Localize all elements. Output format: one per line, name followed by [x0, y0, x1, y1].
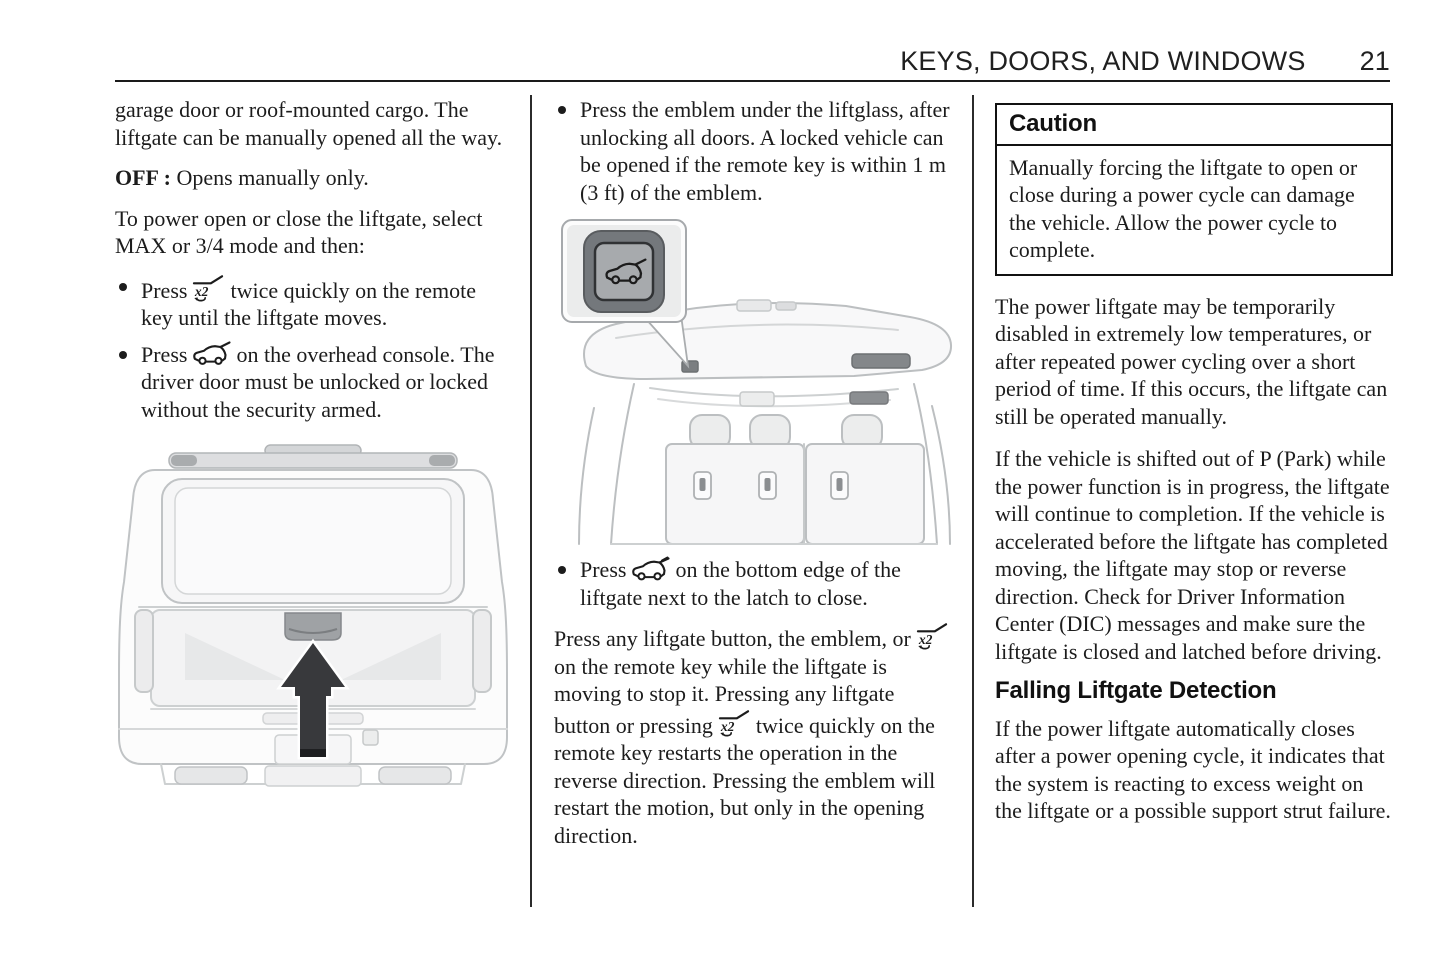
- bullet-text: on the bottom edge of the liftgate next to the latch to close.: [580, 557, 901, 610]
- open-liftgate-illustration: [554, 216, 956, 546]
- off-mode-line: [115, 164, 513, 192]
- bullet-list: [554, 556, 956, 611]
- liftgate-open-icon: [191, 341, 231, 367]
- liftgate-x2-remote-icon: [915, 621, 949, 651]
- bullet-item: [554, 556, 956, 611]
- bullet-text: twice quickly on the remote key until the liftgate moves.: [141, 277, 477, 330]
- bullet-item: [115, 341, 513, 424]
- liftgate-close-icon: [630, 556, 670, 582]
- caution-body: Manually forcing the liftgate to open or close during a power cycle can damage the vehicle. Allow the power cycle to complete.: [1009, 154, 1358, 262]
- liftgate-close-button: [595, 243, 653, 300]
- body-paragraph: The power liftgate may be temporarily disabled in extremely low temperatures, or after repeated power cycling over a short period of time. If this occurs, the liftgate can still be operated manually.: [995, 293, 1388, 429]
- bullet-text: on the overhead console. The driver door must be unlocked or locked without the security armed.: [141, 341, 495, 422]
- middle-column: [554, 96, 956, 862]
- liftgate-x2-remote-icon: [191, 273, 225, 303]
- bullet-text: Press: [141, 277, 188, 303]
- page-number: 21: [1359, 46, 1390, 76]
- page-header: [900, 46, 1390, 77]
- rear-view-liftgate-illustration: [115, 437, 511, 797]
- bullet-list: [115, 273, 513, 424]
- liftgate-close-button-callout: [562, 220, 686, 322]
- body-paragraph: To power open or close the liftgate, select MAX or 3/4 mode and then:: [115, 205, 483, 258]
- caution-title: Caution: [997, 105, 1391, 146]
- paragraph-text: Press any liftgate button, the emblem, or: [554, 626, 911, 651]
- page-title: KEYS, DOORS, AND WINDOWS: [900, 46, 1306, 76]
- off-mode-label: OFF :: [115, 165, 171, 190]
- column-divider: [530, 95, 532, 907]
- bullet-text: Press: [141, 341, 188, 367]
- caution-box: [995, 103, 1393, 276]
- header-rule: [115, 80, 1390, 82]
- bullet-list: [554, 96, 956, 206]
- bullet-text: Press: [580, 557, 627, 582]
- paragraph-text: on the remote key while the liftgate is moving to stop it. Pressing any liftgate button or pressing: [554, 653, 895, 738]
- paragraph-text: twice quickly on the remote key restarts the operation in the reverse direction. Pressing the emblem will restart the motion, but only in the opening direction.: [554, 712, 936, 848]
- liftgate-emblem: [285, 613, 341, 640]
- off-mode-text: Opens manually only.: [176, 165, 369, 190]
- body-paragraph: [554, 621, 956, 849]
- body-paragraph: If the vehicle is shifted out of P (Park) while the power function is in progress, the liftgate will continue to completion. If the vehicle is accelerated before the liftgate has completed moving, the liftgate may stop or reverse direction. Check for Driver Information Center (DIC) messages and make sure the liftgate is closed and latched before driving.: [995, 446, 1390, 664]
- liftgate-x2-remote-icon: [717, 708, 751, 738]
- right-column: [995, 96, 1393, 838]
- body-paragraph: If the power liftgate automatically closes after a power opening cycle, it indicates that the system is reacting to excess weight on the liftgate or a possible support strut failure.: [995, 715, 1391, 823]
- left-column: [115, 96, 513, 797]
- bullet-item: [115, 273, 513, 332]
- bullet-item: Press the emblem under the liftglass, after unlocking all doors. A locked vehicle can be opened if the remote key is within 1 m (3 ft) of the emblem.: [554, 96, 956, 206]
- body-paragraph: garage door or roof-mounted cargo. The liftgate can be manually opened all the way.: [115, 97, 503, 150]
- section-heading: Falling Liftgate Detection: [995, 677, 1277, 704]
- column-divider: [972, 95, 974, 907]
